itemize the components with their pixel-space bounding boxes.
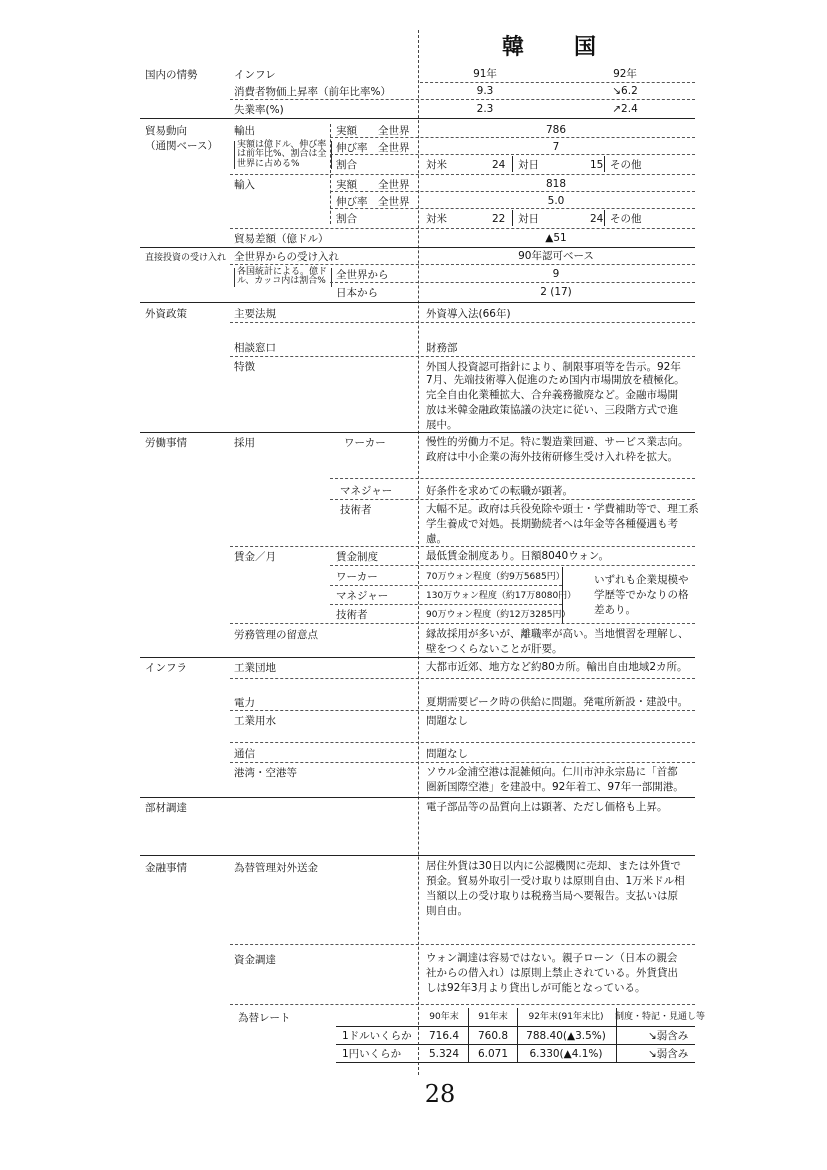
rule — [616, 1008, 617, 1062]
port-line-1: 圏新国際空港」を建設中。92年着工、97年一部開港。 — [426, 781, 684, 793]
port-label: 港湾・空港等 — [234, 767, 297, 779]
exp-share-label: 割合 — [336, 159, 357, 171]
wage-manager-label: マネジャー — [336, 590, 389, 602]
rule — [330, 478, 695, 479]
exp-amount: 786 — [545, 124, 567, 136]
law-label: 主要法規 — [234, 308, 276, 320]
rule — [420, 82, 695, 83]
section-trade: 貿易動向 — [145, 125, 187, 137]
rule — [512, 156, 513, 172]
rule — [330, 208, 695, 209]
rule — [230, 678, 695, 679]
wage-system-label: 賃金制度 — [336, 551, 378, 563]
rule — [330, 191, 695, 192]
engineer-line-1: 学生養成で対処。長期勤続者へは年金等各種優遇も考 — [426, 518, 678, 530]
worker-line-0: 慢性的労働力不足。特に製造業回避、サービス業志向。 — [426, 436, 689, 448]
rate-row-jpy-91: 6.071 — [477, 1048, 509, 1060]
fdi-unit-note: 各国統計による。億ドル、カッコ内は割合% — [234, 268, 332, 287]
rate-row-usd-92: 788.40(▲3.5%) — [526, 1030, 606, 1042]
wage-note-line-1: 学歴等でかなりの格 — [594, 589, 689, 601]
rule — [230, 174, 695, 175]
funding-line-0: ウォン調達は容易ではない。親子ローン（日本の親会 — [426, 952, 678, 964]
cpi-label: 消費者物価上昇率（前年比率%） — [234, 86, 391, 98]
funding-line-2: しは92年3月より貸出しが可能となっている。 — [426, 982, 646, 994]
feature-line-2: 完全自由化業種拡大、合弁義務撤廃など。金融市場開 — [426, 389, 678, 401]
rule — [230, 623, 695, 624]
rule — [230, 710, 695, 711]
balance-label: 貿易差額（億ドル） — [234, 233, 329, 245]
imp-growth: 5.0 — [547, 195, 565, 207]
rate-label: 為替レート — [238, 1012, 291, 1024]
feature-line-4: 展中。 — [426, 419, 458, 431]
wage-note-line-2: 差あり。 — [594, 604, 636, 616]
wage-engineer-label: 技術者 — [336, 609, 368, 621]
export-label: 輸出 — [234, 125, 255, 137]
column-divider — [418, 30, 419, 1075]
water-label: 工業用水 — [234, 715, 276, 727]
telecom-label: 通信 — [234, 748, 255, 760]
fx-control-line-2: 当額以上の受け取りは税務当局へ要報告。支払いは原 — [426, 890, 678, 902]
telecom-value: 問題なし — [426, 748, 468, 760]
estate-label: 工業団地 — [234, 662, 276, 674]
rule — [330, 282, 695, 283]
unemployment-label: 失業率(%) — [234, 104, 284, 116]
section-domestic: 国内の情勢 — [145, 69, 198, 81]
imp-growth-label: 伸び率 — [336, 196, 368, 208]
engineer-line-2: 慮。 — [426, 533, 447, 545]
funding-line-1: 社からの借入れ）は原則上禁止されている。外貨貸出 — [426, 967, 678, 979]
col-92: 92年 — [613, 68, 637, 80]
feature-line-3: 放は米韓金融政策協議の決定に従い、三段階方式で進 — [426, 404, 678, 416]
exp-to-jp-label: 対日 — [518, 159, 539, 171]
rule — [140, 432, 695, 433]
wage-system: 最低賃金制度あり。日額8040ウォン。 — [426, 550, 609, 562]
section-fdi: 直接投資の受け入れ — [145, 253, 227, 263]
inflation-label: インフレ — [234, 69, 276, 81]
import-label: 輸入 — [234, 179, 255, 191]
rule — [336, 1026, 695, 1027]
wage-manager: 130万ウォン程度（約17万8080円） — [426, 591, 577, 601]
rate-header-92: 92年末(91年末比) — [528, 1012, 604, 1022]
page-number: 28 — [424, 1080, 456, 1108]
engineer-line-0: 大幅不足。政府は兵役免除や頭士・学費補助等で、理工系 — [426, 503, 699, 515]
unemp-91: 2.3 — [476, 103, 494, 115]
power-label: 電力 — [234, 697, 255, 709]
imp-amount-label: 実額 — [336, 179, 357, 191]
rule — [330, 604, 562, 605]
rule — [604, 210, 605, 226]
trade-unit-note: 実額は億ドル、伸び率は前年比%、割合は全世界に占める% — [234, 141, 332, 169]
section-parts: 部材調達 — [145, 802, 187, 814]
rule — [330, 137, 695, 138]
hiring-label: 採用 — [234, 437, 255, 449]
rate-row-jpy-92: 6.330(▲4.1%) — [529, 1048, 603, 1060]
port-line-0: ソウル金浦空港は混雑傾向。仁川市沖永宗島に「首都 — [426, 766, 678, 778]
caution-line-0: 縁故採用が多いが、離職率が高い。当地慣習を理解し、 — [426, 628, 689, 640]
imp-other-label: その他 — [610, 213, 642, 225]
funding-label: 資金調達 — [234, 954, 276, 966]
fdi-from-japan: 2 (17) — [540, 286, 572, 298]
fx-control-line-3: 則自由。 — [426, 905, 468, 917]
wage-worker-label: ワーカー — [336, 571, 378, 583]
rate-row-usd-91: 760.8 — [477, 1030, 509, 1042]
rule — [230, 264, 695, 265]
feature-label: 特徴 — [234, 361, 255, 373]
rule — [140, 855, 695, 856]
imp-to-jp-label: 対日 — [518, 213, 539, 225]
fx-control-line-0: 居住外貨は30日以内に公認機関に売却、または外貨で — [426, 860, 681, 872]
rule — [230, 322, 695, 323]
section-policy: 外資政策 — [145, 308, 187, 320]
rule — [468, 1008, 469, 1062]
fx-control-label: 為替管理対外送金 — [234, 862, 318, 874]
rate-row-jpy-note: ↘弱含み — [648, 1048, 689, 1060]
unemp-92: ↗2.4 — [612, 103, 638, 115]
imp-amount: 818 — [545, 178, 567, 190]
rule — [336, 1062, 695, 1063]
fdi-basis: 90年認可ベース — [518, 250, 594, 262]
rule — [230, 1004, 695, 1005]
imp-to-us: 22 — [492, 213, 506, 225]
cpi-91: 9.3 — [476, 85, 494, 97]
rate-row-jpy-label: 1円いくらか — [342, 1048, 402, 1060]
rate-header-91: 91年末 — [478, 1012, 508, 1022]
rate-row-usd-note: ↘弱含み — [648, 1030, 689, 1042]
rule — [330, 499, 695, 500]
imp-world-label-2: 全世界 — [378, 196, 410, 208]
rule — [140, 797, 695, 798]
fdi-from-world: 9 — [552, 268, 560, 280]
exp-amount-label: 実額 — [336, 125, 357, 137]
rate-header-90: 90年末 — [429, 1012, 459, 1022]
power-value: 夏期需要ピーク時の供給に問題。発電所新設・建設中。 — [426, 696, 689, 708]
exp-to-jp: 15 — [590, 159, 604, 171]
estate-value: 大都市近郊、地方など約80カ所。輸出自由地域2カ所。 — [426, 661, 688, 673]
rule — [230, 944, 695, 945]
rule — [140, 118, 695, 119]
rule — [230, 356, 695, 357]
wage-worker: 70万ウォン程度（約9万5685円） — [426, 572, 565, 582]
caution-line-1: 壁をつくらないことが肝要。 — [426, 643, 563, 655]
rule — [330, 565, 695, 566]
section-infra: インフラ — [145, 662, 187, 674]
wage-note-line-0: いずれも企業規模や — [594, 574, 689, 586]
col-91: 91年 — [473, 68, 497, 80]
imp-to-jp: 24 — [590, 213, 604, 225]
rule — [140, 302, 695, 303]
rule — [604, 156, 605, 172]
office-value: 財務部 — [426, 342, 458, 354]
engineer-label: 技術者 — [340, 504, 372, 516]
rule — [230, 228, 695, 229]
caution-label: 労務管理の留意点 — [234, 629, 318, 641]
page-title: 韓 国 — [501, 34, 611, 60]
rule — [562, 567, 563, 623]
exp-growth: 7 — [552, 141, 560, 153]
section-trade-sub: （通関ベース） — [145, 140, 218, 152]
fdi-from-world-label: 全世界から — [336, 269, 389, 281]
exp-world-label-2: 全世界 — [378, 142, 410, 154]
trade-balance: ▲51 — [545, 232, 567, 244]
exp-other-label: その他 — [610, 159, 642, 171]
imp-world-label: 全世界 — [378, 179, 410, 191]
section-finance: 金融事情 — [145, 862, 187, 874]
manager-label: マネジャー — [340, 485, 393, 497]
cpi-92: ↘6.2 — [612, 85, 638, 97]
feature-line-1: 7月、先端技術導入促進のため国内市場開放を積極化。 — [426, 374, 685, 386]
rule — [140, 657, 695, 658]
rule — [517, 1008, 518, 1062]
imp-to-us-label: 対米 — [426, 213, 447, 225]
rate-header-note: 制度・特記・見通し等 — [614, 1012, 706, 1022]
exp-to-us-label: 対米 — [426, 159, 447, 171]
rate-row-usd-label: 1ドルいくらか — [342, 1030, 412, 1042]
imp-share-label: 割合 — [336, 213, 357, 225]
rule — [330, 154, 695, 155]
rule — [230, 99, 695, 100]
worker-line-1: 政府は中小企業の海外技術研修生受け入れ枠を拡大。 — [426, 451, 678, 463]
fdi-from-japan-label: 日本から — [336, 287, 378, 299]
rule — [230, 546, 695, 547]
water-value: 問題なし — [426, 715, 468, 727]
fdi-world-label: 全世界からの受け入れ — [234, 251, 339, 263]
rate-row-usd-90: 716.4 — [428, 1030, 460, 1042]
section-labor: 労働事情 — [145, 437, 187, 449]
law-value: 外資導入法(66年) — [426, 308, 511, 320]
manager-text: 好条件を求めての転職が顕著。 — [426, 485, 573, 497]
exp-world-label: 全世界 — [378, 125, 410, 137]
rule — [512, 210, 513, 226]
worker-label: ワーカー — [344, 437, 386, 449]
rule — [330, 585, 562, 586]
rule — [336, 1044, 695, 1045]
rule — [230, 742, 695, 743]
wage-label: 賃金／月 — [234, 551, 276, 563]
fx-control-line-1: 預金。貿易外取引一受け取りは原則自由、1万米ドル相 — [426, 875, 685, 887]
feature-line-0: 外国人投資認可指針により、制限事項等を告示。92年 — [426, 361, 681, 373]
rate-row-jpy-90: 5.324 — [428, 1048, 460, 1060]
exp-to-us: 24 — [492, 159, 506, 171]
rule — [140, 247, 695, 248]
office-label: 相談窓口 — [234, 342, 276, 354]
wage-engineer: 90万ウォン程度（約12万3285円） — [426, 610, 571, 620]
rule — [230, 762, 695, 763]
parts-value: 電子部品等の品質向上は顕著、ただし価格も上昇。 — [426, 801, 668, 813]
exp-growth-label: 伸び率 — [336, 142, 368, 154]
